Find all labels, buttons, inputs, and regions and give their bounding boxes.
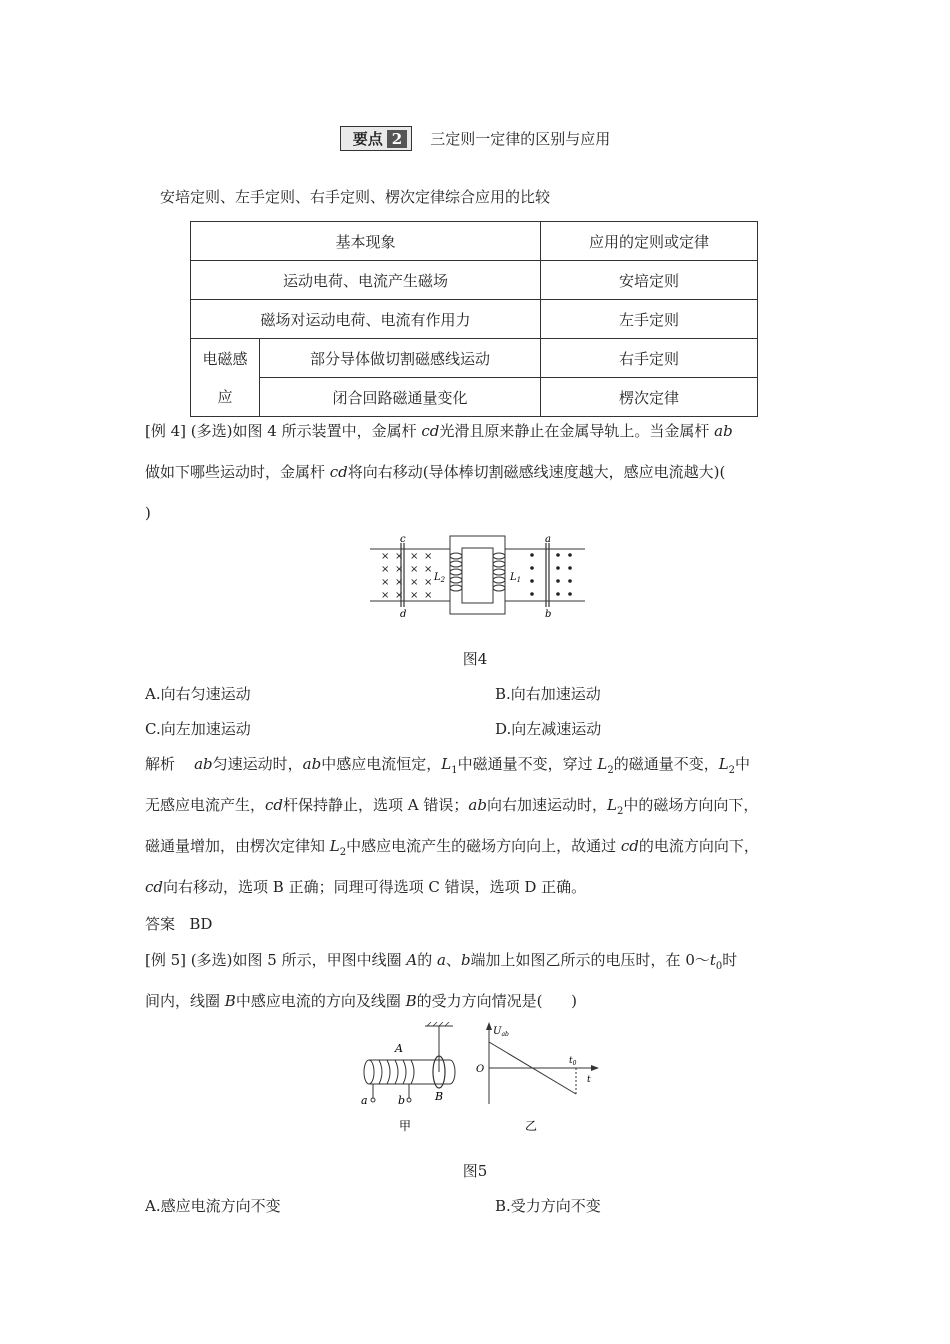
section-title: 三定则一定律的区别与应用 xyxy=(430,130,611,148)
table-row xyxy=(191,378,758,417)
label-a: a xyxy=(361,1094,368,1107)
option-b: B.向右加速运动 xyxy=(495,685,601,703)
svg-text:×: × xyxy=(381,590,390,601)
option-a: A.向右匀速运动 xyxy=(145,685,251,703)
group-label-2: 应 xyxy=(217,387,233,406)
cell-phenomenon: 闭合回路磁通量变化 xyxy=(260,378,541,417)
example4-line1: [例 4] (多选)如图 4 所示装置中，金属杆 cd光滑且原来静止在金属导轨上。当金属杆 ab xyxy=(145,422,733,440)
svg-text:×: × xyxy=(395,564,404,575)
label-O: O xyxy=(476,1064,485,1075)
svg-text:×: × xyxy=(395,590,404,601)
svg-text:×: × xyxy=(381,564,390,575)
figure-5 xyxy=(355,1022,605,1137)
cell-phenomenon: 磁场对运动电荷、电流有作用力 xyxy=(191,300,541,339)
table-row xyxy=(191,261,758,300)
svg-text:×: × xyxy=(410,577,419,588)
svg-text:×: × xyxy=(395,551,404,562)
cross-mark: × xyxy=(381,551,390,562)
analysis-line4: cd向右移动，选项 B 正确；同理可得选项 C 错误，选项 D 正确。 xyxy=(145,878,587,896)
label-a: a xyxy=(545,534,551,545)
label-t: t xyxy=(587,1075,591,1085)
table-header-row xyxy=(191,222,758,261)
svg-text:×: × xyxy=(424,551,433,562)
cell-phenomenon: 运动电荷、电流产生磁场 xyxy=(191,261,541,300)
tag-number: 2 xyxy=(387,130,407,148)
figure-4 xyxy=(370,533,585,623)
example5-line1: [例 5] (多选)如图 5 所示，甲图中线圈 A的 a、b端加上如图乙所示的电压时，在 $0\sim t_0$时 xyxy=(145,951,738,972)
label-c: c xyxy=(400,534,406,545)
tag-label: 要点 xyxy=(352,130,383,148)
option-a: A.感应电流方向不变 xyxy=(145,1197,281,1215)
section-heading xyxy=(0,126,950,151)
option-c: C.向左加速运动 xyxy=(145,720,251,738)
svg-text:×: × xyxy=(424,577,433,588)
cell-rule: 右手定则 xyxy=(541,339,758,378)
svg-text:×: × xyxy=(424,564,433,575)
section-tag xyxy=(340,126,412,151)
cell-rule: 左手定则 xyxy=(541,300,758,339)
svg-text:×: × xyxy=(424,590,433,601)
answer-line: 答案 BD xyxy=(145,915,213,933)
table-row xyxy=(191,300,758,339)
comparison-table xyxy=(190,221,758,417)
analysis-line1: 解析 ab匀速运动时，ab中感应电流恒定，$L_1$中磁通量不变，穿过 $L_2$的磁通量不变，$L_2$中 xyxy=(145,755,751,776)
label-yi: 乙 xyxy=(525,1119,538,1133)
label-L2: $L_2$ xyxy=(434,572,446,584)
label-U: $U_{ab}$ xyxy=(493,1026,509,1038)
analysis-line3: 磁通量增加，由楞次定律知 $L_2$中感应电流产生的磁场方向向上，故通过 cd的电流方向向下， xyxy=(145,837,759,858)
label-b: b xyxy=(398,1094,406,1107)
label-B: B xyxy=(435,1090,444,1103)
option-b: B.受力方向不变 xyxy=(495,1197,601,1215)
header-rule: 应用的定则或定律 xyxy=(541,222,758,261)
svg-text:×: × xyxy=(381,577,390,588)
example5-line2: 间内，线圈 B中感应电流的方向及线圈 B的受力方向情况是( ) xyxy=(145,992,577,1010)
header-phenomenon: 基本现象 xyxy=(191,222,541,261)
analysis-line2: 无感应电流产生，cd杆保持静止，选项 A 错误；ab向右加速运动时，$L_2$中的磁场方向向下， xyxy=(145,796,759,817)
example4-line2: 做如下哪些运动时，金属杆 cd将向右移动(导体棒切割磁感线速度越大，感应电流越大)( xyxy=(145,463,726,481)
label-A: A xyxy=(395,1042,403,1055)
table-row xyxy=(191,339,758,378)
svg-text:×: × xyxy=(410,590,419,601)
svg-text:×: × xyxy=(410,564,419,575)
intro-text: 安培定则、左手定则、右手定则、楞次定律综合应用的比较 xyxy=(160,188,551,206)
label-b: b xyxy=(545,609,552,620)
label-t0: $t_0$ xyxy=(569,1056,577,1067)
label-d: d xyxy=(400,609,407,620)
figure-4-caption: 图4 xyxy=(462,650,488,668)
cell-phenomenon: 部分导体做切割磁感线运动 xyxy=(260,339,541,378)
cell-rule: 楞次定律 xyxy=(541,378,758,417)
label-jia: 甲 xyxy=(399,1119,412,1133)
figure-5-caption: 图5 xyxy=(462,1162,488,1180)
option-d: D.向左减速运动 xyxy=(495,720,602,738)
group-cell xyxy=(191,339,260,417)
svg-text:×: × xyxy=(410,551,419,562)
svg-text:×: × xyxy=(395,577,404,588)
label-L1: $L_1$ xyxy=(510,572,522,584)
example4-line3: ) xyxy=(145,504,151,522)
cell-rule: 安培定则 xyxy=(541,261,758,300)
group-label-1: 电磁感 xyxy=(202,349,248,368)
